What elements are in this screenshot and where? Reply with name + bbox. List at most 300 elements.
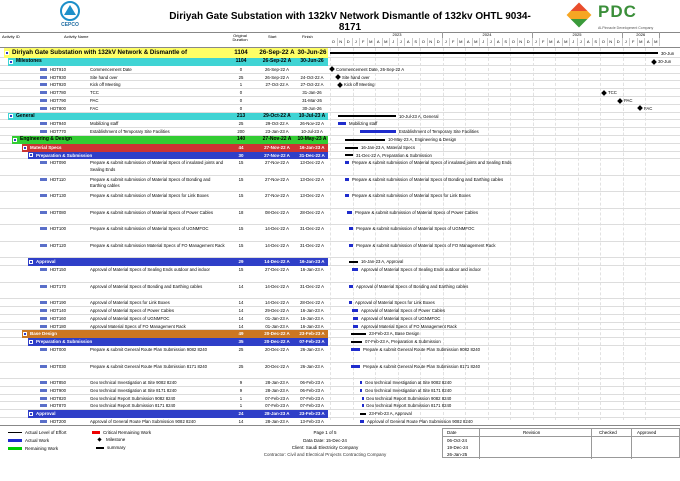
summary-bar[interactable] bbox=[345, 154, 353, 156]
bar-label: Prepare & submit General Route Plan Submission 9082 8240 bbox=[363, 347, 481, 352]
activity-id: HDT940 bbox=[50, 121, 67, 127]
activity-icon bbox=[40, 365, 47, 368]
activity-bar[interactable] bbox=[362, 404, 364, 407]
bar-label: Approval Material Specs of FO Management Rack bbox=[361, 323, 457, 329]
bar-label: Geo technical Investigation at Site 9082 8240 bbox=[365, 380, 452, 385]
activity-name: Prepare & submit submission of Material Specs of Bonding and Earthing cables bbox=[90, 176, 211, 189]
activity-name: Site hand over bbox=[90, 74, 118, 80]
activity-row[interactable] bbox=[0, 159, 680, 176]
finish-date: 28-Dec-22 A bbox=[300, 300, 324, 306]
duration: 0 bbox=[239, 66, 243, 72]
activity-bar[interactable] bbox=[345, 178, 349, 181]
wbs-row[interactable] bbox=[0, 338, 680, 346]
timeline-month: A bbox=[465, 38, 473, 46]
duration: 15 bbox=[238, 226, 244, 232]
activity-bar[interactable] bbox=[360, 130, 396, 133]
start-date: 28-Jan-23 A bbox=[265, 387, 289, 393]
summary-bar[interactable] bbox=[345, 139, 385, 141]
bar-label: Approval of Material Specs of Sealing Ends outdoor and indoor bbox=[361, 267, 481, 273]
start-date: 14-Dec-22 A bbox=[265, 283, 289, 289]
activity-id: HDT910 bbox=[50, 66, 67, 72]
timeline-month: N bbox=[338, 38, 346, 46]
timeline-month: S bbox=[503, 38, 511, 46]
activity-row[interactable] bbox=[0, 346, 680, 363]
activity-id: HDT120 bbox=[50, 242, 67, 248]
activity-bar[interactable] bbox=[351, 365, 360, 368]
activity-row[interactable] bbox=[0, 192, 680, 209]
duration: 1104 bbox=[235, 58, 247, 64]
duration: 24 bbox=[238, 411, 244, 417]
duration: 25 bbox=[238, 363, 244, 369]
expand-icon[interactable] bbox=[29, 153, 33, 157]
activity-row[interactable] bbox=[0, 307, 680, 315]
activity-icon bbox=[40, 76, 47, 79]
activity-icon bbox=[40, 107, 47, 110]
duration: 25 bbox=[238, 347, 244, 352]
rev-checked-header: Checked bbox=[599, 430, 617, 435]
activity-bar[interactable] bbox=[362, 397, 364, 400]
activity-id: HDT170 bbox=[50, 283, 67, 289]
legend-actual-level: Actual Level of Effort bbox=[8, 430, 66, 435]
wbs-row[interactable] bbox=[0, 144, 680, 152]
page-title: Diriyah Gate Substation with 132kV Network Dismantle of 132kv OHTL 9034-8171 bbox=[169, 11, 531, 33]
timeline-month: D bbox=[615, 38, 623, 46]
activity-id: HDT160 bbox=[50, 315, 67, 321]
summary-bar[interactable] bbox=[345, 147, 358, 149]
start-date: 14-Dec-22 A bbox=[264, 259, 290, 265]
expand-icon[interactable] bbox=[29, 340, 33, 344]
activity-icon bbox=[40, 211, 47, 214]
milestone-diamond[interactable] bbox=[601, 90, 607, 96]
duration: 14 bbox=[238, 419, 244, 424]
activity-icon bbox=[40, 99, 47, 102]
expand-icon[interactable] bbox=[13, 138, 17, 142]
start-date: 28-Jan-23 A bbox=[265, 419, 289, 424]
activity-row[interactable] bbox=[0, 299, 680, 307]
rev-revision-header: Revision bbox=[523, 430, 541, 435]
summary-bar[interactable] bbox=[351, 341, 362, 343]
activity-name: Establishment of Temporary Site Facilities bbox=[90, 129, 170, 135]
start-date: 20-Dec-22 A bbox=[265, 347, 289, 352]
activity-icon bbox=[40, 194, 47, 197]
summary-bar[interactable] bbox=[351, 333, 366, 335]
activity-bar[interactable] bbox=[360, 381, 362, 384]
col-activity-name[interactable]: Activity Name bbox=[64, 34, 89, 39]
bar-label: Establishment of Temporary Site Facilities bbox=[399, 129, 479, 135]
finish-date: 07-Feb-23 A bbox=[299, 339, 325, 345]
start-date: 27-Oct-22 A bbox=[265, 82, 289, 88]
activity-row[interactable] bbox=[0, 209, 680, 226]
milestone-label: PAC bbox=[624, 98, 633, 103]
start-date: 27-Nov-22 A bbox=[264, 152, 290, 158]
activity-name: Prepare & submit submission of Material Specs of UGNMFOC bbox=[90, 226, 209, 232]
expand-icon[interactable] bbox=[29, 260, 33, 264]
activity-icon bbox=[40, 389, 47, 392]
summary-bar[interactable] bbox=[349, 261, 358, 263]
timeline-month: M bbox=[383, 38, 391, 46]
pdc-logo: PDC Al-Pinnacle Development Company bbox=[568, 2, 678, 32]
bar-label: Mobilizing staff bbox=[349, 121, 378, 127]
finish-date: 13-Feb-23 A bbox=[300, 419, 324, 424]
start-date: 27-Nov-22 A bbox=[265, 176, 289, 182]
header bbox=[0, 0, 680, 32]
bar-label: Prepare & submit submission of Material Specs for Link Boxes bbox=[352, 193, 471, 199]
legend-summary: summary bbox=[96, 445, 126, 450]
activity-id: HDT780 bbox=[50, 90, 67, 96]
timeline-month: J bbox=[488, 38, 496, 46]
timeline-month: F bbox=[630, 38, 638, 46]
bar-label: Approval of Material Specs of UGNMFOC bbox=[361, 315, 441, 321]
activity-name: FAC bbox=[90, 105, 99, 111]
start-date: 27-Nov-22 A bbox=[265, 193, 289, 199]
activity-icon bbox=[40, 227, 47, 230]
start-date: 28-Jan-23 A bbox=[264, 411, 290, 417]
activity-row[interactable] bbox=[0, 387, 680, 395]
bar-label: 23-Feb-23 A, Base Design bbox=[369, 331, 420, 337]
summary-bar[interactable] bbox=[338, 115, 396, 117]
wbs-name: Material Specs bbox=[30, 144, 62, 150]
duration: 0 bbox=[239, 98, 243, 103]
activity-id: HDT770 bbox=[50, 129, 67, 135]
finish-date: 16-Jan-23 A bbox=[300, 323, 324, 329]
timeline-months bbox=[330, 38, 660, 46]
activity-bar[interactable] bbox=[349, 244, 353, 247]
activity-name: Prepare & submit submission of Material Specs for Link Boxes bbox=[90, 193, 209, 199]
bar-label: 16-Jan-23 A, Material Specs bbox=[361, 144, 415, 150]
activity-bar[interactable] bbox=[347, 211, 352, 214]
milestone-diamond[interactable] bbox=[329, 66, 335, 72]
milestone-diamond[interactable] bbox=[335, 74, 341, 80]
start-date: 27-Dec-22 A bbox=[265, 267, 289, 273]
timeline-month: S bbox=[593, 38, 601, 46]
wbs-row[interactable] bbox=[0, 136, 680, 144]
milestone-diamond[interactable] bbox=[337, 82, 343, 88]
activity-bar[interactable] bbox=[345, 161, 349, 164]
wbs-row[interactable] bbox=[0, 48, 680, 58]
timeline-month: N bbox=[518, 38, 526, 46]
expand-icon[interactable] bbox=[9, 60, 13, 64]
duration: 15 bbox=[238, 242, 244, 248]
activity-bar[interactable] bbox=[349, 285, 353, 288]
duration: 14 bbox=[238, 315, 244, 321]
activity-row[interactable] bbox=[0, 283, 680, 300]
legend-actual-work: Actual Work bbox=[8, 438, 49, 443]
wbs-row[interactable] bbox=[0, 152, 680, 160]
col-duration[interactable]: Original Duration bbox=[232, 33, 248, 42]
activity-bar[interactable] bbox=[351, 348, 360, 351]
bar-label: Prepare & submit General Route Plan Submission 8171 8240 bbox=[363, 363, 481, 369]
finish-date: 10-Jul-23 A bbox=[298, 112, 326, 119]
start-date: 20-Dec-22 A bbox=[265, 363, 289, 369]
activity-row[interactable] bbox=[0, 81, 680, 89]
finish-date: 26-Nov-22 A bbox=[300, 121, 324, 127]
bar-label: 10-May-23 A, Engineering & Design bbox=[388, 137, 457, 142]
bar-label: 31-Dec-22 A, Preparation & Submission bbox=[356, 152, 432, 158]
summary-bar[interactable] bbox=[330, 52, 658, 54]
wbs-row[interactable] bbox=[0, 330, 680, 338]
timeline-month: A bbox=[645, 38, 653, 46]
activity-bar[interactable] bbox=[349, 301, 352, 304]
finish-date: 23-Feb-23 A bbox=[299, 411, 325, 417]
wbs-name: Diriyah Gate Substation with 132kV Network & Dismantle of bbox=[12, 49, 188, 56]
activity-id: HDT140 bbox=[50, 308, 67, 313]
start-date: 28-Jan-23 A bbox=[265, 380, 289, 385]
duration: 30 bbox=[238, 152, 244, 158]
activity-bar[interactable] bbox=[353, 325, 358, 328]
start-date: 27-Nov-22 A bbox=[264, 144, 290, 150]
activity-name: Prepare & submit General Route Plan Submission 8171 8240 bbox=[90, 363, 208, 369]
activity-icon bbox=[40, 397, 47, 400]
expand-icon[interactable] bbox=[5, 51, 9, 55]
activity-id: HDT790 bbox=[50, 98, 67, 103]
duration: 15 bbox=[238, 267, 244, 273]
finish-date: 27-Oct-22 A bbox=[300, 82, 324, 88]
milestone-diamond[interactable] bbox=[617, 98, 623, 104]
start-date: 27-Nov-22 A bbox=[265, 160, 289, 166]
summary-end-marker bbox=[651, 59, 657, 65]
activity-id: HDT180 bbox=[50, 323, 67, 329]
activity-icon bbox=[40, 381, 47, 384]
bar-label: Approval of Material Specs of Power Cables bbox=[361, 308, 446, 313]
timeline-month: J bbox=[390, 38, 398, 46]
activity-id: HDT130 bbox=[50, 193, 67, 199]
bar-label: Prepare & submit submission of Material Specs of UGNMFOC bbox=[356, 226, 475, 232]
activity-row[interactable] bbox=[0, 97, 680, 105]
activity-bar[interactable] bbox=[360, 420, 364, 423]
milestone-diamond[interactable] bbox=[637, 105, 643, 111]
bar-label: Prepare & submit submission of Material Specs of FO Management Rack bbox=[356, 242, 496, 248]
start-date: 01-Jan-23 A bbox=[265, 315, 289, 321]
activity-name: PAC bbox=[90, 98, 99, 103]
activity-icon bbox=[40, 130, 47, 133]
finish-date: 13-Dec-22 A bbox=[300, 176, 324, 182]
timeline-month: F bbox=[540, 38, 548, 46]
bar-label: Approval of Material Specs for Link Boxes bbox=[355, 300, 435, 306]
bar-label: Geo technical Investigation at Site 8171 8240 bbox=[365, 387, 452, 393]
duration: 49 bbox=[238, 331, 244, 337]
activity-row[interactable] bbox=[0, 105, 680, 113]
start-date: 20-Dec-22 A bbox=[264, 331, 290, 337]
duration: 15 bbox=[238, 176, 244, 182]
col-activity-id[interactable]: Activity ID bbox=[2, 34, 20, 39]
activity-row[interactable] bbox=[0, 225, 680, 242]
duration: 1104 bbox=[234, 49, 248, 56]
finish-date: 16-Jan-23 A bbox=[299, 259, 325, 265]
activity-bar[interactable] bbox=[360, 389, 362, 392]
rev-approved-header: Approved bbox=[637, 430, 657, 435]
activity-bar[interactable] bbox=[353, 317, 358, 320]
rev-date-2: 19-Dec-24 bbox=[447, 445, 469, 450]
bar-label: 10-Jul-23 A, General bbox=[399, 113, 439, 119]
timeline-month: M bbox=[473, 38, 481, 46]
finish-date: 24-Oct-22 A bbox=[300, 74, 324, 80]
duration: 14 bbox=[238, 323, 244, 329]
start-date: 23-Jan-23 A bbox=[265, 129, 289, 135]
activity-icon bbox=[40, 244, 47, 247]
duration: 140 bbox=[236, 136, 246, 142]
legend-milestone: Milestone bbox=[98, 437, 125, 442]
activity-id: HDT030 bbox=[50, 363, 67, 369]
finish-date: 16-Jan-23 A bbox=[300, 308, 324, 313]
finish-date: 16-Jan-23 A bbox=[300, 315, 324, 321]
timeline-month: A bbox=[555, 38, 563, 46]
activity-icon bbox=[40, 122, 47, 125]
activity-row[interactable] bbox=[0, 66, 680, 74]
finish-date: 31-Mar-26 bbox=[302, 98, 322, 103]
activity-id: HDT850 bbox=[50, 380, 67, 385]
timeline-month: A bbox=[585, 38, 593, 46]
activity-row[interactable] bbox=[0, 120, 680, 128]
cepco-logo: CEPCO bbox=[52, 1, 88, 31]
col-start[interactable]: Start bbox=[268, 34, 277, 39]
activity-row[interactable] bbox=[0, 315, 680, 323]
timeline-month: O bbox=[510, 38, 518, 46]
expand-icon[interactable] bbox=[29, 412, 33, 416]
wbs-row[interactable] bbox=[0, 410, 680, 418]
timeline-year: 2026 bbox=[623, 32, 661, 38]
wbs-row[interactable] bbox=[0, 113, 680, 121]
bar-label: 16-Jan-23 A, Approval bbox=[361, 259, 404, 265]
activity-name: Prepare & submit General Route Plan Submission 9082 8240 bbox=[90, 347, 208, 352]
timeline-month: D bbox=[525, 38, 533, 46]
activity-name: Approval of Material Specs of Power Cables bbox=[90, 308, 175, 313]
timeline-month: S bbox=[413, 38, 421, 46]
activity-name: Commencement Date bbox=[90, 66, 132, 72]
legend-critical-remaining: Critical Remaining Work bbox=[92, 430, 151, 435]
finish-date: 30-Jun-26 bbox=[302, 105, 322, 111]
bar-label: Prepare & submit submission of Material Specs of insulated joints and Sealing Ends bbox=[352, 160, 512, 166]
duration: 1 bbox=[239, 82, 243, 88]
expand-icon[interactable] bbox=[23, 332, 27, 336]
activity-name: Prepare & submit submission Material Specs of FO Management Rack bbox=[90, 242, 225, 248]
timeline-month: J bbox=[623, 38, 631, 46]
activity-id: HDT150 bbox=[50, 267, 67, 273]
activity-bar[interactable] bbox=[338, 122, 346, 125]
col-finish[interactable]: Finish bbox=[302, 34, 313, 39]
duration: 18 bbox=[238, 209, 244, 215]
footer bbox=[0, 425, 680, 481]
activity-row[interactable] bbox=[0, 266, 680, 283]
timeline-month: O bbox=[420, 38, 428, 46]
activity-id: HDT100 bbox=[50, 226, 67, 232]
finish-date: 30-Jun-26 bbox=[300, 58, 324, 64]
wbs-name: Engineering & Design bbox=[20, 136, 72, 142]
activity-bar[interactable] bbox=[345, 194, 349, 197]
wbs-name: General bbox=[16, 112, 35, 119]
activity-row[interactable] bbox=[0, 128, 680, 136]
activity-name: Approval of General Route Plan Submission 9082 8240 bbox=[90, 419, 196, 424]
activity-row[interactable] bbox=[0, 242, 680, 259]
activity-row[interactable] bbox=[0, 363, 680, 380]
wbs-row[interactable] bbox=[0, 58, 680, 66]
duration: 9 bbox=[239, 387, 243, 393]
activity-name: Geo technical Report Submission 8171 8240 bbox=[90, 403, 176, 409]
duration: 44 bbox=[238, 144, 244, 150]
finish-date: 07-Feb-23 A bbox=[300, 395, 324, 401]
timeline-month: A bbox=[405, 38, 413, 46]
start-date: 27-Nov-22 A bbox=[262, 136, 292, 142]
timeline-month: A bbox=[375, 38, 383, 46]
duration: 25 bbox=[238, 121, 244, 127]
activity-row[interactable] bbox=[0, 323, 680, 331]
timeline-month: D bbox=[435, 38, 443, 46]
milestone-label: FAC bbox=[644, 105, 653, 111]
duration: 14 bbox=[238, 283, 244, 289]
start-date: 14-Dec-22 A bbox=[265, 300, 289, 306]
activity-icon bbox=[40, 309, 47, 312]
bar-label: 07-Feb-23 A, Preparation & Submission bbox=[365, 339, 441, 345]
finish-date: 23-Feb-23 A bbox=[299, 331, 325, 337]
timeline-month: J bbox=[570, 38, 578, 46]
finish-date: 16-Jan-23 A bbox=[300, 267, 324, 273]
wbs-row[interactable] bbox=[0, 258, 680, 266]
timeline-month: J bbox=[443, 38, 451, 46]
activity-row[interactable] bbox=[0, 176, 680, 193]
activity-row[interactable] bbox=[0, 89, 680, 97]
finish-date: 16-Jan-23 A bbox=[299, 144, 325, 150]
activity-id: HDT870 bbox=[50, 403, 67, 409]
activity-name: Geo technical Investigation at Site 8171 8240 bbox=[90, 387, 177, 393]
activity-id: HDT000 bbox=[50, 347, 67, 352]
finish-date: 06-Feb-23 A bbox=[300, 380, 324, 385]
wbs-name: Base Design bbox=[30, 331, 58, 337]
finish-date: 10-May-23 A bbox=[297, 136, 327, 142]
activity-name: Prepare & submit submission of Material Specs of insulated joints and Sealing Ends bbox=[90, 160, 224, 172]
activity-row[interactable] bbox=[0, 379, 680, 387]
milestone-label: Kick off Meeting bbox=[344, 82, 375, 88]
timeline-month: M bbox=[653, 38, 661, 46]
start-date: 07-Feb-23 A bbox=[265, 403, 289, 409]
activity-icon bbox=[40, 301, 47, 304]
timeline-month: J bbox=[353, 38, 361, 46]
activity-name: Approval of Material Specs of Sealing Ends outdoor and indoor bbox=[90, 267, 210, 273]
start-date: 20-Dec-22 A bbox=[264, 339, 290, 345]
activity-row[interactable] bbox=[0, 74, 680, 82]
start-date: 26-Sep-22 A bbox=[265, 66, 289, 72]
revision-table bbox=[442, 428, 680, 458]
expand-icon[interactable] bbox=[23, 146, 27, 150]
finish-date: 10-Jul-23 A bbox=[301, 129, 323, 135]
timeline-month: M bbox=[548, 38, 556, 46]
finish-date: 30-Jun-26 bbox=[297, 49, 327, 56]
timeline-month: J bbox=[480, 38, 488, 46]
activity-bar[interactable] bbox=[352, 268, 358, 271]
activity-row[interactable] bbox=[0, 402, 680, 410]
start-date: 01-Jan-23 A bbox=[265, 323, 289, 329]
activity-icon bbox=[40, 404, 47, 407]
finish-date: 13-Dec-22 A bbox=[300, 160, 324, 166]
duration: 14 bbox=[238, 308, 244, 313]
activity-id: HDT930 bbox=[50, 74, 67, 80]
activity-bar[interactable] bbox=[352, 309, 358, 312]
wbs-name: Approval bbox=[36, 259, 56, 265]
page-number: Page 1 of 5 bbox=[313, 430, 337, 435]
bar-label: Geo technical Report Submission 8171 8240 bbox=[366, 403, 452, 409]
timeline-year: 2023 bbox=[353, 32, 443, 38]
client: Client: Saudi Electricity Company bbox=[291, 445, 359, 450]
expand-icon[interactable] bbox=[9, 114, 13, 118]
activity-icon bbox=[40, 68, 47, 71]
duration: 0 bbox=[239, 105, 243, 111]
activity-bar[interactable] bbox=[349, 227, 353, 230]
activity-id: HDT110 bbox=[50, 176, 66, 182]
duration: 14 bbox=[238, 300, 244, 306]
activity-row[interactable] bbox=[0, 395, 680, 403]
duration: 1 bbox=[239, 403, 243, 409]
summary-bar[interactable] bbox=[360, 413, 366, 415]
timeline-month: J bbox=[533, 38, 541, 46]
finish-date: 31-Dec-22 A bbox=[300, 226, 324, 232]
